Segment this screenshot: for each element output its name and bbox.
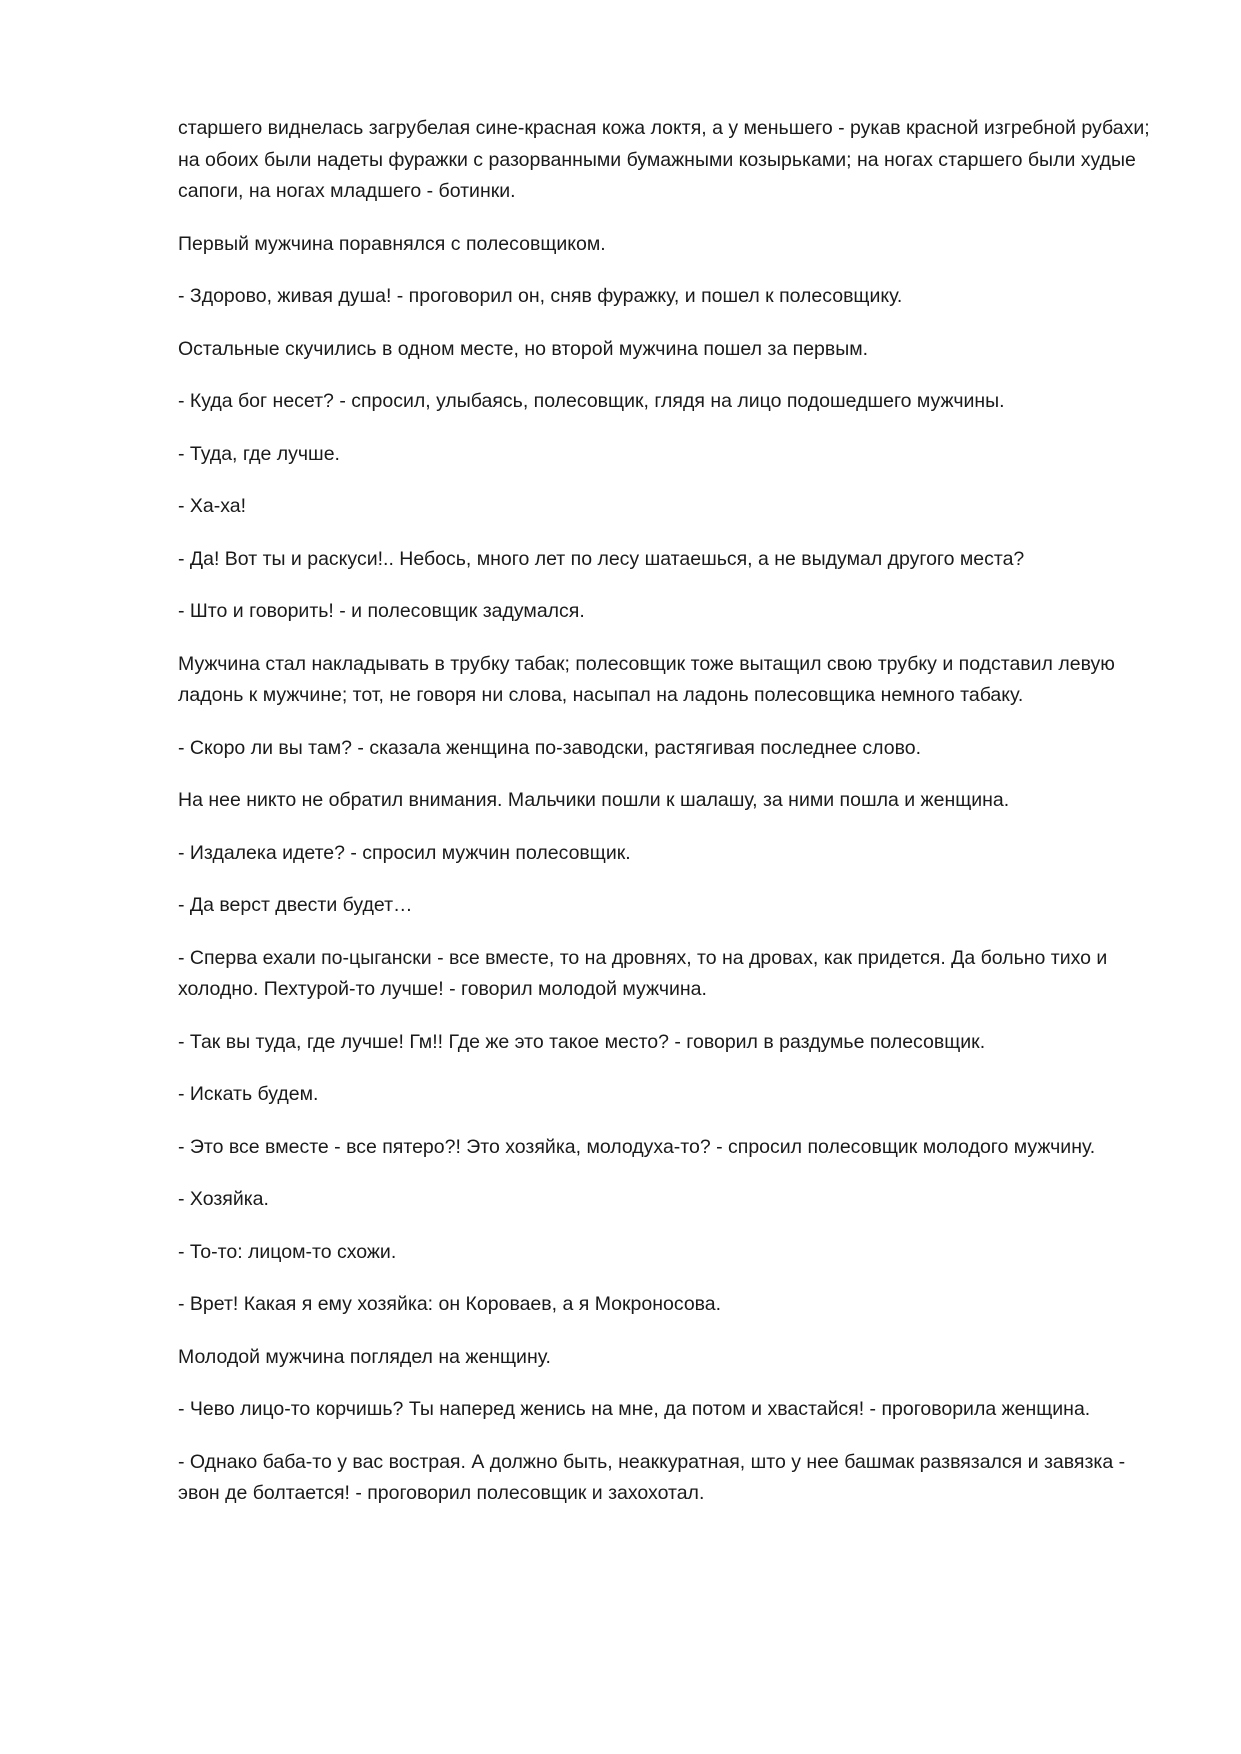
paragraph: На нее никто не обратил внимания. Мальчики пошли к шалашу, за ними пошла и женщина. xyxy=(178,789,1010,811)
paragraph: - Чево лицо-то корчишь? Ты наперед женись на мне, да потом и хвастайся! - проговорила женщина. xyxy=(178,1398,1091,1420)
paragraph: - Врет! Какая я ему хозяйка: он Короваев, а я Мокроносова. xyxy=(178,1293,722,1315)
paragraph: Остальные скучились в одном месте, но второй мужчина пошел за первым. xyxy=(178,337,869,360)
paragraph: - Што и говорить! - и полесовщик задумался. xyxy=(178,600,585,622)
paragraph: - Сперва ехали по-цыгански - все вместе, то на дровнях, то на дровах, как придется. Да больно тихо и холодно. Пехтурой-то лучше! - говорил молодой мужчина. xyxy=(178,946,1108,1000)
paragraph: старшего виднелась загрубелая сине-красная кожа локтя, а у меньшего - рукав красной изгребной рубахи; на обоих были надеты фуражки с разорванными бумажными козырьками; на ногах старшего были худые сапоги, на ногах младшего - ботинки. xyxy=(178,117,1150,202)
paragraph: - Куда бог несет? - спросил, улыбаясь, полесовщик, глядя на лицо подошедшего мужчины. xyxy=(178,390,1005,412)
paragraph: - Скоро ли вы там? - сказала женщина по-заводски, растягивая последнее слово. xyxy=(178,736,922,759)
paragraph: - Однако баба-то у вас вострая. А должно быть, неаккуратная, што у нее башмак развязался и завязка - эвон де болтается! - проговорил полесовщик и захохотал. xyxy=(178,1450,1126,1504)
paragraph: - Искать будем. xyxy=(178,1083,319,1105)
paragraph: - Издалека идете? - спросил мужчин полесовщик. xyxy=(178,841,631,864)
paragraph: Первый мужчина поравнялся с полесовщиком. xyxy=(178,232,606,255)
paragraph: - Здорово, живая душа! - проговорил он, сняв фуражку, и пошел к полесовщику. xyxy=(178,285,903,307)
paragraph: - Да верст двести будет… xyxy=(178,894,413,916)
paragraph: - Хозяйка. xyxy=(178,1188,269,1210)
paragraph: - Ха-ха! xyxy=(178,495,247,517)
paragraph: Молодой мужчина поглядел на женщину. xyxy=(178,1345,551,1368)
paragraph: - То-то: лицом-то схожи. xyxy=(178,1240,397,1263)
document-body xyxy=(178,113,1168,1531)
paragraph: Мужчина стал накладывать в трубку табак; полесовщик тоже вытащил свою трубку и подставил левую ладонь к мужчине; тот, не говоря ни слова, насыпал на ладонь полесовщика немного табаку. xyxy=(178,652,1115,706)
paragraph: - Туда, где лучше. xyxy=(178,442,340,465)
paragraph: - Да! Вот ты и раскуси!.. Небось, много лет по лесу шатаешься, а не выдумал другого места? xyxy=(178,547,1025,570)
paragraph: - Это все вместе - все пятеро?! Это хозяйка, молодуха-то? - спросил полесовщик молодого мужчину. xyxy=(178,1135,1096,1158)
paragraph: - Так вы туда, где лучше! Гм!! Где же это такое место? - говорил в раздумье полесовщик. xyxy=(178,1030,986,1053)
